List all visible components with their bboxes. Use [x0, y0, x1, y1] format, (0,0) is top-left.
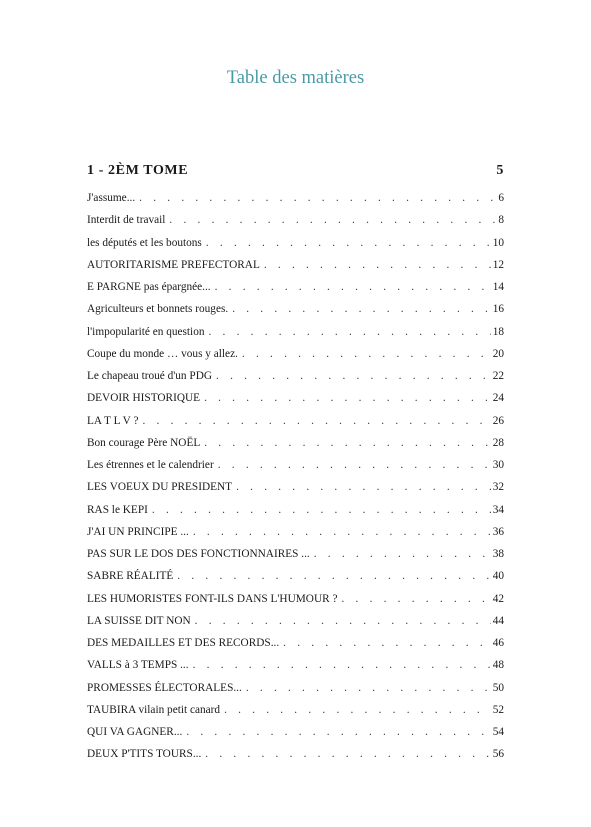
- dot-leader: [193, 659, 491, 671]
- dot-leader: [216, 370, 491, 382]
- section-page-number: 5: [496, 163, 504, 178]
- toc-entry[interactable]: [87, 615, 504, 637]
- dot-leader: [209, 326, 491, 338]
- section-label: 1 - 2ÈM TOME: [87, 163, 189, 178]
- toc-entry-title: RAS le KEPI: [87, 503, 148, 516]
- toc-entry[interactable]: [87, 326, 504, 348]
- toc-entry-page-number: 56: [492, 748, 504, 761]
- toc-entry-title: les députés et les boutons: [87, 236, 202, 249]
- toc-entry-title: AUTORITARISME PREFECTORAL: [87, 258, 260, 271]
- dot-leader: [142, 415, 490, 427]
- page-title: Table des matières: [226, 68, 365, 88]
- toc-entry[interactable]: [87, 726, 504, 748]
- toc-entry-title: Agriculteurs et bonnets rouges.: [87, 303, 229, 316]
- toc-entry-title: DEVOIR HISTORIQUE: [87, 392, 201, 405]
- toc-entry[interactable]: [87, 214, 504, 236]
- toc-entry[interactable]: [87, 192, 504, 214]
- dot-leader: [206, 237, 491, 249]
- toc-entry[interactable]: [87, 504, 504, 526]
- toc-entry[interactable]: [87, 370, 504, 392]
- toc-entry-title: Le chapeau troué d'un PDG: [87, 370, 213, 382]
- toc-entry[interactable]: [87, 303, 504, 325]
- toc-entry-title: LA SUISSE DIT NON: [87, 614, 191, 627]
- toc-entry-title: VALLS à 3 TEMPS ...: [87, 659, 189, 672]
- toc-entry[interactable]: [87, 392, 504, 414]
- toc-entry[interactable]: [87, 682, 504, 704]
- toc-entry[interactable]: [87, 237, 504, 259]
- section-heading[interactable]: [87, 163, 504, 179]
- dot-leader: [314, 548, 491, 560]
- dot-leader: [341, 593, 490, 605]
- toc-entry-page-number: 16: [492, 303, 504, 316]
- toc-entry-page-number: 34: [492, 503, 504, 516]
- toc-entry-page-number: 8: [498, 214, 504, 227]
- toc-entry-page-number: 32: [492, 481, 504, 494]
- toc-entry-title: DES MEDAILLES ET DES RECORDS...: [87, 637, 280, 649]
- dot-leader: [193, 526, 491, 538]
- dot-leader: [215, 281, 491, 293]
- toc-entry-title: Interdit de travail: [87, 214, 166, 227]
- toc-entry-page-number: 48: [492, 659, 504, 672]
- toc-entry[interactable]: [87, 593, 504, 615]
- dot-leader: [283, 637, 491, 649]
- toc-entry-title: Coupe du monde … vous y allez.: [87, 347, 238, 360]
- toc-entry[interactable]: [87, 659, 504, 681]
- toc-entry-title: LES HUMORISTES FONT-ILS DANS L'HUMOUR ?: [87, 592, 338, 605]
- toc-entry-page-number: 36: [492, 525, 504, 538]
- toc-entry[interactable]: [87, 348, 504, 370]
- toc-entry[interactable]: [87, 415, 504, 437]
- toc-entry[interactable]: [87, 459, 504, 481]
- toc-entry-title: PAS SUR LE DOS DES FONCTIONNAIRES ...: [87, 548, 310, 560]
- toc-list: [87, 192, 504, 771]
- toc-entry-title: DEUX P'TITS TOURS...: [87, 748, 202, 761]
- toc-entry[interactable]: [87, 437, 504, 459]
- toc-entry-title: Les étrennes et le calendrier: [87, 459, 214, 471]
- toc-entry-page-number: 22: [492, 370, 504, 382]
- toc-entry-title: E PARGNE pas épargnée...: [87, 281, 211, 293]
- toc-entry[interactable]: [87, 481, 504, 503]
- toc-entry-page-number: 28: [492, 436, 504, 449]
- dot-leader: [236, 481, 491, 493]
- toc-entry-title: LES VOEUX DU PRESIDENT: [87, 481, 233, 494]
- toc-entry-page-number: 46: [492, 637, 504, 649]
- dot-leader: [218, 459, 491, 471]
- toc-entry[interactable]: [87, 548, 504, 570]
- toc-entry-title: SABRE RÉALITÉ: [87, 570, 174, 583]
- toc-entry-title: Bon courage Père NOËL: [87, 436, 201, 449]
- dot-leader: [246, 682, 491, 694]
- toc-entry-page-number: 20: [492, 347, 504, 360]
- dot-leader: [152, 504, 491, 516]
- toc-entry-page-number: 44: [492, 614, 504, 627]
- dot-leader: [177, 570, 490, 582]
- dot-leader: [224, 704, 491, 716]
- toc-entry[interactable]: [87, 259, 504, 281]
- toc-entry-page-number: 40: [492, 570, 504, 583]
- toc-entry-title: LA T L V ?: [87, 414, 139, 427]
- toc-entry-page-number: 30: [492, 459, 504, 471]
- toc-entry-page-number: 18: [492, 325, 504, 338]
- toc-entry-page-number: 14: [492, 281, 504, 293]
- toc-entry-title: J'AI UN PRINCIPE ...: [87, 525, 189, 538]
- toc-entry-page-number: 12: [492, 258, 504, 271]
- toc-entry[interactable]: [87, 526, 504, 548]
- dot-leader: [232, 303, 491, 315]
- toc-entry-title: J'assume...: [87, 192, 136, 204]
- toc-entry-title: QUI VA GAGNER...: [87, 726, 183, 738]
- toc-entry[interactable]: [87, 281, 504, 303]
- dot-leader: [204, 437, 490, 449]
- dot-leader: [204, 392, 491, 404]
- toc-entry[interactable]: [87, 637, 504, 659]
- toc-entry-page-number: 10: [492, 236, 504, 249]
- toc-entry-page-number: 24: [492, 392, 504, 405]
- dot-leader: [242, 348, 491, 360]
- toc-entry-page-number: 54: [492, 726, 504, 738]
- toc-entry-title: PROMESSES ÉLECTORALES...: [87, 681, 242, 694]
- toc-entry-title: TAUBIRA vilain petit canard: [87, 703, 221, 716]
- toc-entry-page-number: 42: [492, 592, 504, 605]
- dot-leader: [195, 615, 491, 627]
- dot-leader: [139, 192, 496, 204]
- toc-entry-page-number: 50: [492, 681, 504, 694]
- dot-leader: [169, 214, 496, 226]
- toc-entry-page-number: 52: [492, 703, 504, 716]
- toc-entry-page-number: 26: [492, 414, 504, 427]
- toc-entry-page-number: 38: [492, 548, 504, 560]
- toc-entry-page-number: 6: [498, 192, 504, 204]
- dot-leader: [186, 726, 490, 738]
- toc-entry[interactable]: [87, 570, 504, 592]
- toc-entry-title: l'impopularité en question: [87, 325, 205, 338]
- dot-leader: [205, 748, 490, 760]
- dot-leader: [264, 259, 491, 271]
- toc-entry[interactable]: [87, 748, 504, 770]
- toc-entry[interactable]: [87, 704, 504, 726]
